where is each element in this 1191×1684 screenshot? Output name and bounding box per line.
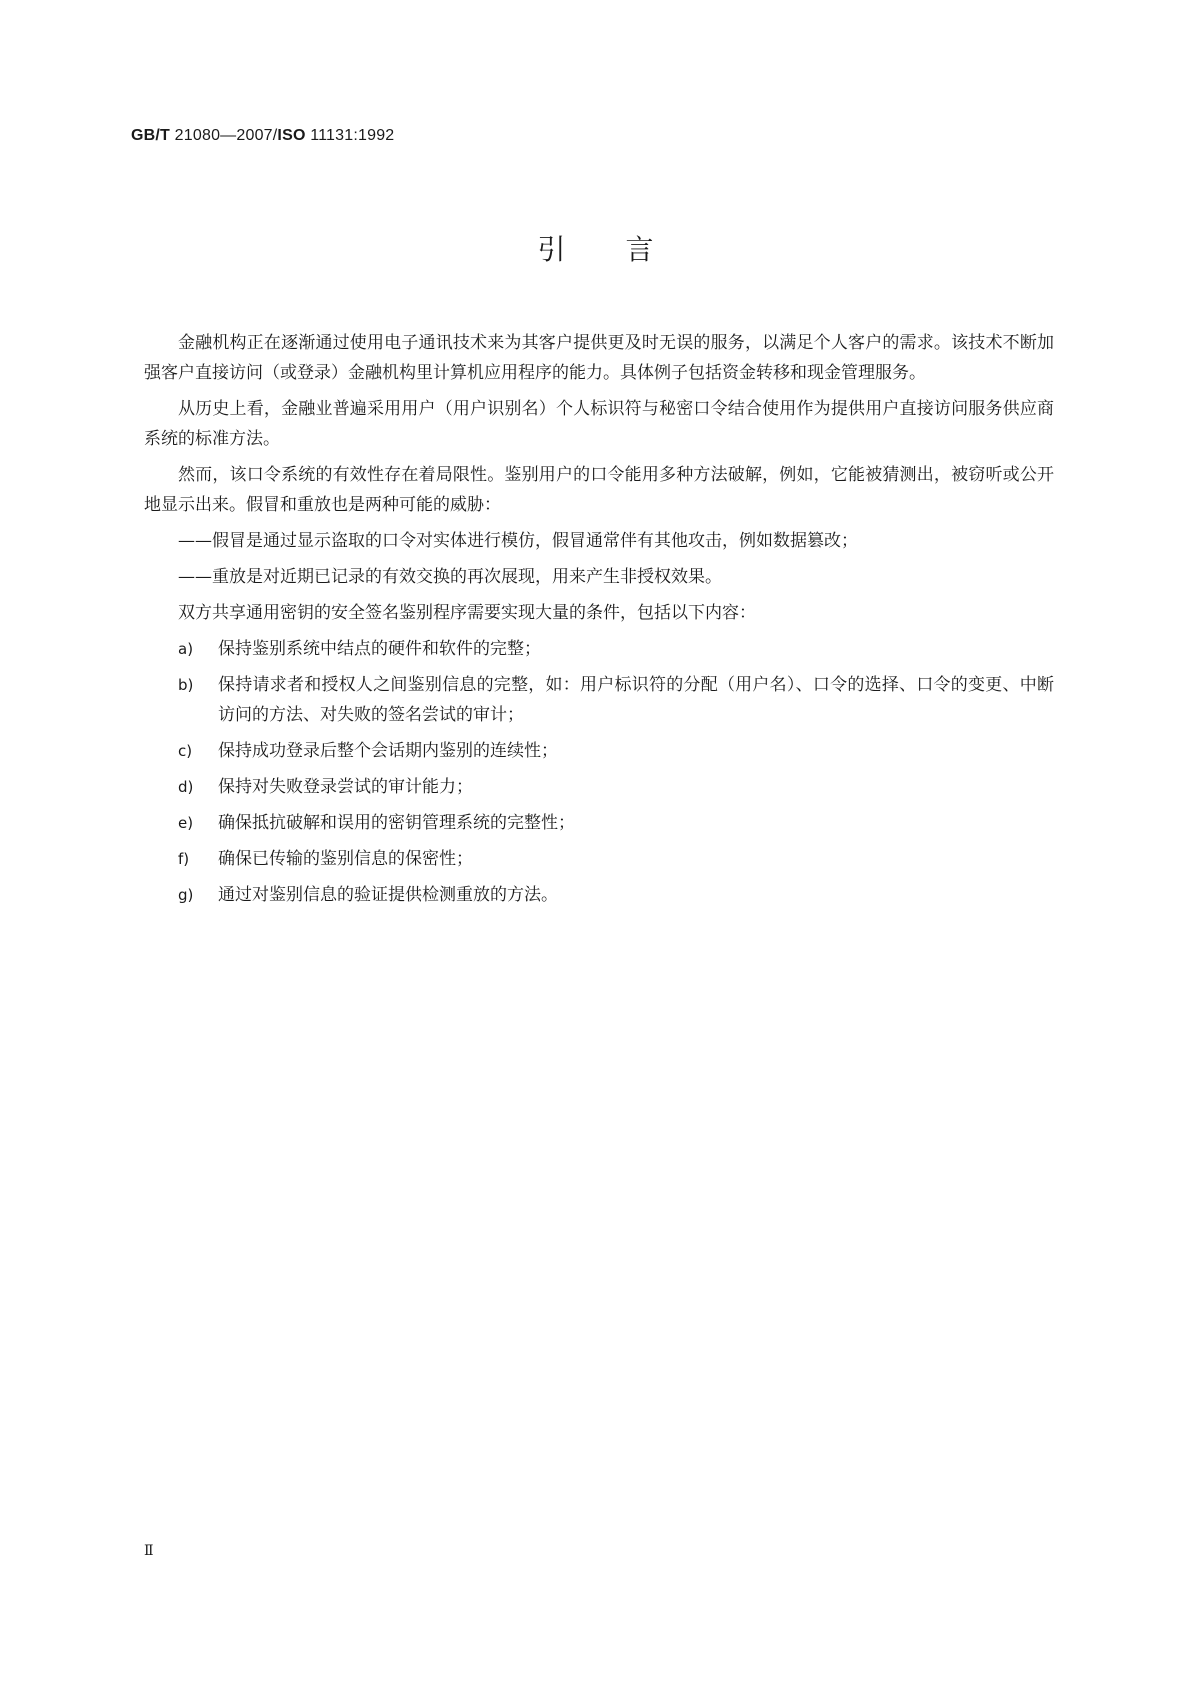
paragraph-1: 金融机构正在逐渐通过使用电子通讯技术来为其客户提供更及时无误的服务，以满足个人客户的需求。该技术不断加强客户直接访问（或登录）金融机构里计算机应用程序的能力。具体例子包括资金转移和现金管理服务。 [144, 333, 1054, 383]
list-item-c [144, 736, 1054, 766]
list-text: 保持成功登录后整个会话期内鉴别的连续性； [218, 741, 558, 761]
list-text: 保持请求者和授权人之间鉴别信息的完整，如：用户标识符的分配（用户名）、口令的选择、口令的变更、中断访问的方法、对失败的签名尝试的审计； [218, 675, 1054, 725]
paragraph-2: 从历史上看，金融业普遍采用用户（用户识别名）个人标识符与秘密口令结合使用作为提供用户直接访问服务供应商系统的标准方法。 [144, 399, 1054, 449]
page-number: Ⅱ [144, 1543, 154, 1559]
list-label: d) [178, 778, 194, 796]
list-text: 保持鉴别系统中结点的硬件和软件的完整； [218, 639, 541, 659]
list-text: 确保已传输的鉴别信息的保密性； [218, 849, 473, 869]
standard-code-iso-number: 11131:1992 [305, 127, 395, 144]
standard-code-prefix: GB/T [131, 127, 171, 144]
list-text: 保持对失败登录尝试的审计能力； [218, 777, 473, 797]
list-item-d [144, 772, 1054, 802]
list-item-g [144, 880, 1054, 910]
list-label: e) [178, 814, 194, 832]
conditions-intro: 双方共享通用密钥的安全签名鉴别程序需要实现大量的条件，包括以下内容： [178, 603, 756, 623]
list-item-e [144, 808, 1054, 838]
paragraph-3: 然而，该口令系统的有效性存在着局限性。鉴别用户的口令能用多种方法破解，例如，它能被猜测出，被窃听或公开地显示出来。假冒和重放也是两种可能的威胁： [144, 465, 1054, 515]
dash-item-impersonation: ——假冒是通过显示盗取的口令对实体进行模仿，假冒通常伴有其他攻击，例如数据篡改； [178, 531, 858, 551]
list-label: g) [178, 886, 194, 904]
list-item-a [144, 634, 1054, 664]
list-label: b) [178, 676, 194, 694]
list-item-b [144, 670, 1054, 730]
document-body [144, 328, 1054, 910]
list-text: 确保抵抗破解和误用的密钥管理系统的完整性； [218, 813, 575, 833]
standard-code-number: 21080—2007/ [170, 127, 278, 144]
list-label: a) [178, 640, 194, 658]
list-text: 通过对鉴别信息的验证提供检测重放的方法。 [218, 885, 558, 905]
standard-code [131, 127, 394, 145]
list-label: f) [178, 850, 190, 868]
list-item-f [144, 844, 1054, 874]
standard-code-iso: ISO [277, 127, 306, 144]
list-label: c) [178, 742, 193, 760]
page-title: 引言 [537, 233, 714, 266]
dash-item-replay: ——重放是对近期已记录的有效交换的再次展现，用来产生非授权效果。 [178, 567, 722, 587]
